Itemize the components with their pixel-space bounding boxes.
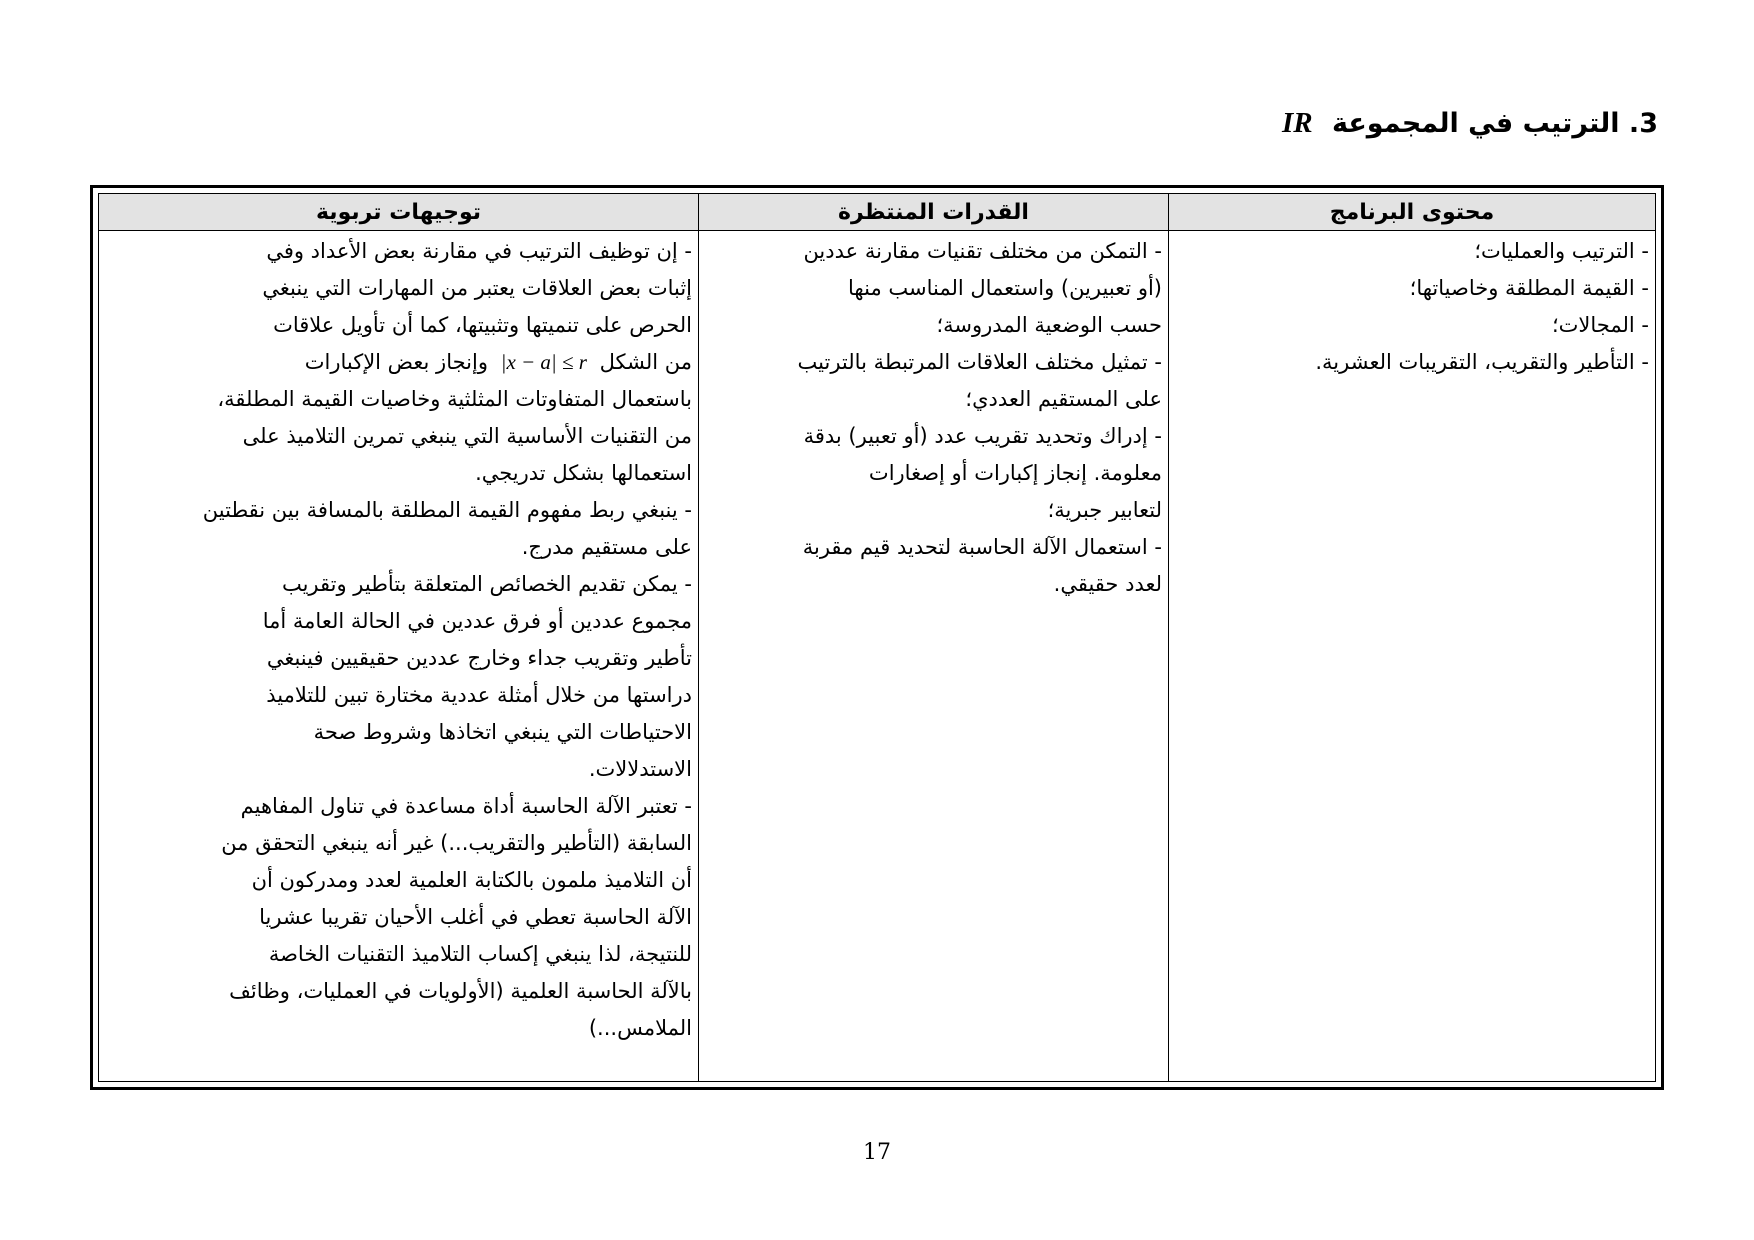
guidance-line: باستعمال المتفاوتات المثلثية وخاصيات القيمة المطلقة، [217,387,692,411]
content-item: - القيمة المطلقة وخاصياتها؛ [1409,276,1649,300]
guidance-line: إثبات بعض العلاقات يعتبر من المهارات التي ينبغي [262,276,692,300]
guidance-line: - تعتبر الآلة الحاسبة أداة مساعدة في تناول المفاهيم [240,794,692,818]
content-item: - التأطير والتقريب، التقريبات العشرية. [1315,350,1649,374]
guidance-line: للنتيجة، لذا ينبغي إكساب التلاميذ التقنيات الخاصة [268,942,692,966]
abilities-line: لتعابير جبرية؛ [1047,498,1162,522]
program-table [98,193,1656,1082]
section-title-text: 3. الترتيب في المجموعة [1331,108,1658,139]
guidance-line: وإنجاز بعض الإكبارات [304,350,488,374]
guidance-formula-line [105,344,692,381]
guidance-line: من التقنيات الأساسية التي ينبغي تمرين التلاميذ على [242,424,692,448]
abilities-line: حسب الوضعية المدروسة؛ [936,313,1162,337]
guidance-line: أن التلاميذ ملمون بالكتابة العلمية لعدد ومدركون أن [251,868,692,892]
guidance-line: السابقة (التأطير والتقريب...) غير أنه ينبغي التحقق من [221,831,692,855]
guidance-line: - ينبغي ربط مفهوم القيمة المطلقة بالمسافة بين نقطتين [202,498,692,522]
section-title [1282,106,1658,141]
program-table-frame [90,185,1664,1090]
guidance-line: الملامس...) [588,1016,692,1040]
page-number: 17 [863,1140,891,1165]
guidance-line: من الشكل [599,350,692,374]
guidance-line: مجموع عددين أو فرق عددين في الحالة العامة أما [262,609,692,633]
table-body-row [99,231,1656,1082]
guidance-line: الاستدلالات. [588,757,692,781]
guidance-line: تأطير وتقريب جداء وخارج عددين حقيقيين فينبغي [266,646,692,670]
guidance-line: - إن توظيف الترتيب في مقارنة بعض الأعداد وفي [266,239,692,263]
abilities-line: معلومة. إنجاز إكبارات أو إصغارات [868,461,1162,485]
guidance-line: الحرص على تنميتها وتثبيتها، كما أن تأويل علاقات [273,313,692,337]
abilities-line: - إدراك وتحديد تقريب عدد (أو تعبير) بدقة [803,424,1162,448]
header-program-content: محتوى البرنامج [1169,194,1656,231]
absolute-value-formula: |x − a| ≤ r [500,350,587,374]
abilities-line: - تمثيل مختلف العلاقات المرتبطة بالترتيب [797,350,1162,374]
abilities-line: - التمكن من مختلف تقنيات مقارنة عددين [803,239,1162,263]
guidance-line: الآلة الحاسبة تعطي في أغلب الأحيان تقريبا عشريا [259,905,692,929]
pedagogical-guidance-cell [99,231,699,1082]
abilities-line: - استعمال الآلة الحاسبة لتحديد قيم مقربة [802,535,1162,559]
guidance-line: على مستقيم مدرج. [521,535,692,559]
content-item: - المجالات؛ [1551,313,1649,337]
guidance-line: - يمكن تقديم الخصائص المتعلقة بتأطير وتقريب [281,572,692,596]
expected-abilities-cell [699,231,1169,1082]
table-header-row [99,194,1656,231]
guidance-line: دراستها من خلال أمثلة عددية مختارة تبين للتلاميذ [266,683,692,707]
content-item: - الترتيب والعمليات؛ [1474,239,1649,263]
header-expected-abilities: القدرات المنتظرة [699,194,1169,231]
guidance-line: الاحتياطات التي ينبغي اتخاذها وشروط صحة [313,720,692,744]
guidance-line: استعمالها بشكل تدريجي. [475,461,692,485]
header-pedagogical-guidance: توجيهات تربوية [99,194,699,231]
abilities-line: (أو تعبيرين) واستعمال المناسب منها [848,276,1162,300]
abilities-line: لعدد حقيقي. [1053,572,1162,596]
set-symbol: IR [1281,107,1313,139]
abilities-line: على المستقيم العددي؛ [965,387,1162,411]
program-content-cell [1169,231,1656,1082]
guidance-line: بالآلة الحاسبة العلمية (الأولويات في العمليات، وظائف [229,979,692,1003]
